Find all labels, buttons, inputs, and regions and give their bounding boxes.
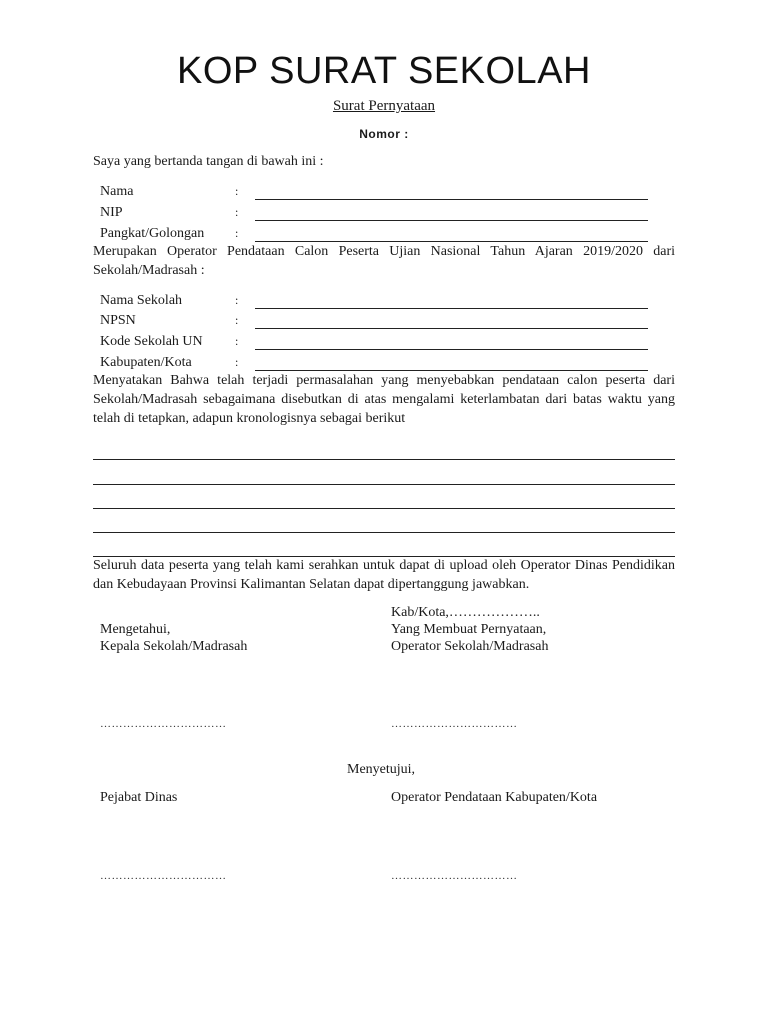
document-title: Surat Pernyataan [332,98,436,114]
field-label: Kabupaten/Kota [100,355,192,370]
operator-paragraph: Merupakan Operator Pendataan Calon Peserta Ujian Nasional Tahun Ajaran 2019/2020 dari Sekolah/Madrasah : [93,244,675,278]
intro-text: Saya yang bertanda tangan di bawah ini : [93,154,324,169]
place-date: Kab/Kota,……………….. [391,605,540,620]
right-sign-heading: Yang Membuat Pernyataan, [391,622,547,637]
left-signature-line[interactable]: …………………………… [100,718,227,730]
chronology-line[interactable] [93,532,675,533]
field-nip[interactable] [100,205,648,225]
right-signature-line[interactable]: …………………………… [391,718,518,730]
chronology-line[interactable] [93,484,675,485]
statement-paragraph: Menyatakan Bahwa telah terjadi permasalahan yang menyebabkan pendataan calon peserta dari Sekolah/Madrasah sebagaimana disebutkan di atas mengalami keterlambatan dari batas waktu yang telah di tetapkan, adapun kronologisnya sebagai berikut [93,373,675,426]
right-sign-role: Operator Sekolah/Madrasah [391,639,549,654]
field-underline[interactable] [255,349,648,350]
chronology-line[interactable] [93,459,675,460]
field-nama-sekolah[interactable] [100,293,648,313]
field-colon: : [235,226,239,240]
field-underline[interactable] [255,308,648,309]
field-label: Nama [100,184,134,199]
field-colon: : [235,205,239,219]
bottom-right-signature-line[interactable]: …………………………… [391,870,518,882]
left-sign-role: Kepala Sekolah/Madrasah [100,639,248,654]
field-label: Nama Sekolah [100,293,183,308]
field-colon: : [235,334,239,348]
field-colon: : [235,293,239,307]
field-underline[interactable] [255,328,648,329]
bottom-left-signature-line[interactable]: …………………………… [100,870,227,882]
field-colon: : [235,313,239,327]
approval-label: Menyetujui, [347,762,416,777]
field-colon: : [235,355,239,369]
field-label: Pangkat/Golongan [100,226,205,241]
field-kode-sekolah-un[interactable] [100,334,648,354]
field-label: Kode Sekolah UN [100,334,203,349]
closing-paragraph: Seluruh data peserta yang telah kami serahkan untuk dapat di upload oleh Operator Dinas Pendidikan dan Kebudayaan Provinsi Kalimantan Selatan dapat dipertanggung jawabkan. [93,558,675,592]
field-label: NPSN [100,313,136,328]
left-sign-heading: Mengetahui, [100,622,171,637]
document-number-label: Nomor : [359,127,409,141]
field-colon: : [235,184,239,198]
letterhead-title: KOP SURAT SEKOLAH [177,50,591,92]
field-underline[interactable] [255,220,648,221]
chronology-line[interactable] [93,508,675,509]
field-npsn[interactable] [100,313,648,333]
bottom-left-title: Pejabat Dinas [100,790,178,805]
field-label: NIP [100,205,123,220]
field-underline[interactable] [255,199,648,200]
field-nama[interactable] [100,184,648,204]
bottom-right-title: Operator Pendataan Kabupaten/Kota [391,790,598,805]
